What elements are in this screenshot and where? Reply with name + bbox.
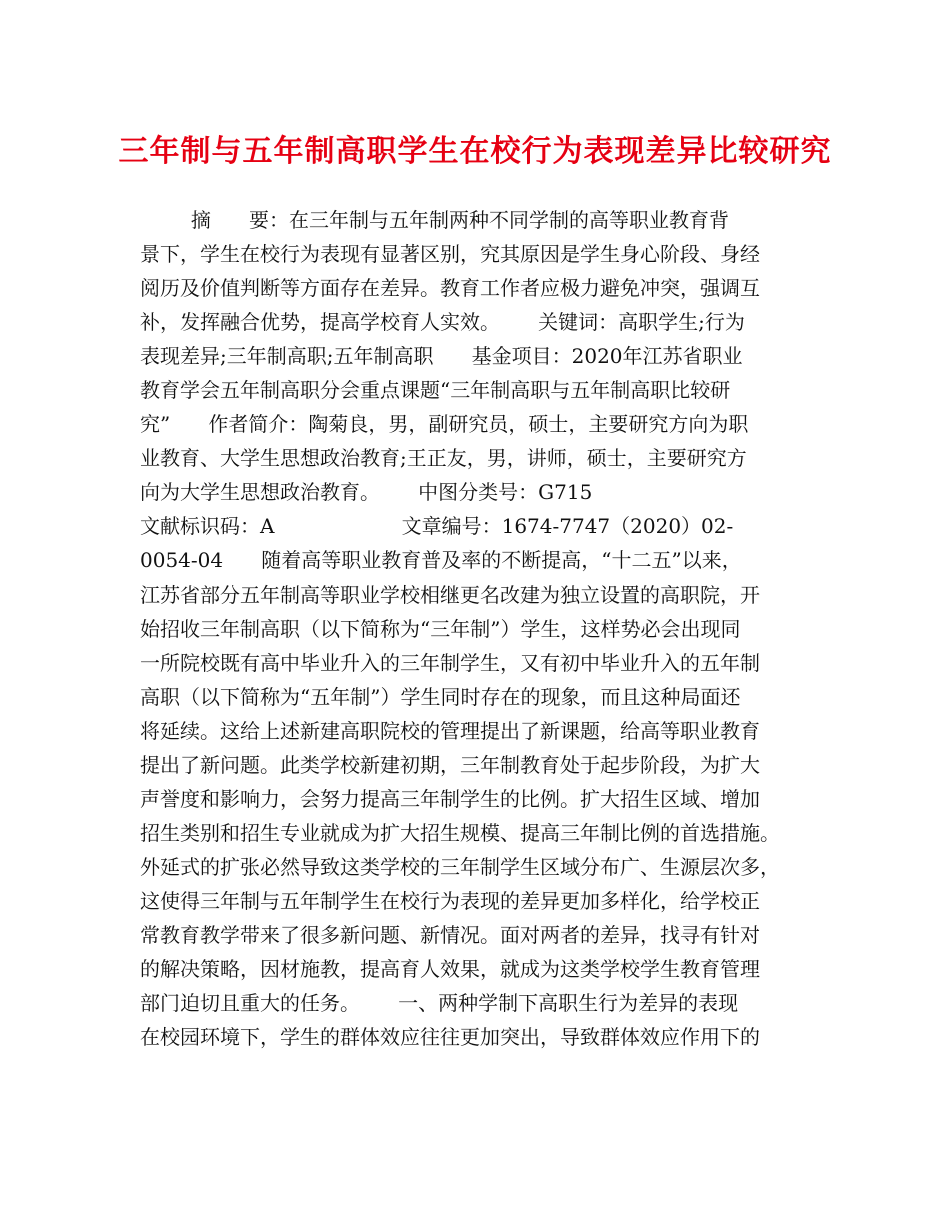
body-text-line: 一所院校既有高中毕业升入的三年制学生，又有初中毕业升入的五年制	[140, 651, 760, 675]
body-text-line: 表现差异;三年制高职;五年制高职 基金项目：2020年江苏省职业	[140, 344, 743, 368]
body-text-line: 将延续。这给上述新建高职院校的管理提出了新课题，给高等职业教育	[140, 719, 760, 743]
body-text-line: 部门迫切且重大的任务。 一、两种学制下高职生行为差异的表现	[140, 991, 739, 1015]
body-text-line: 外延式的扩张必然导致这类学校的三年制学生区域分布广、生源层次多，	[140, 855, 780, 879]
body-text-line: 江苏省部分五年制高等职业学校相继更名改建为独立设置的高职院，开	[140, 583, 760, 607]
body-text-line: 声誉度和影响力，会努力提高三年制学生的比例。扩大招生区域、增加	[140, 787, 760, 811]
body-text-line: 高职（以下简称为“五年制”）学生同时存在的现象，而且这种局面还	[140, 685, 741, 709]
body-text-line: 文献标识码：A 文章编号：1674-7747（2020）02-	[140, 514, 734, 538]
body-text-line: 摘 要：在三年制与五年制两种不同学制的高等职业教育背	[140, 208, 730, 232]
body-text-line: 招生类别和招生专业就成为扩大招生规模、提高三年制比例的首选措施。	[140, 821, 780, 845]
body-text-line: 教育学会五年制高职分会重点课题“三年制高职与五年制高职比较研	[140, 378, 731, 402]
body-text-line: 阅历及价值判断等方面存在差异。教育工作者应极力避免冲突，强调互	[140, 276, 760, 300]
body-text-line: 在校园环境下，学生的群体效应往往更加突出，导致群体效应作用下的	[140, 1025, 760, 1049]
body-text-line: 0054-04 随着高等职业教育普及率的不断提高，“十二五”以来，	[140, 548, 742, 572]
body-text-line: 的解决策略，因材施教，提高育人效果，就成为这类学校学生教育管理	[140, 957, 760, 981]
body-text-line: 提出了新问题。此类学校新建初期，三年制教育处于起步阶段，为扩大	[140, 753, 760, 777]
body-text-line: 向为大学生思想政治教育。 中图分类号：G715	[140, 480, 593, 504]
body-text-line: 业教育、大学生思想政治教育;王正友，男，讲师，硕士，主要研究方	[140, 446, 747, 470]
document-title: 三年制与五年制高职学生在校行为表现差异比较研究	[118, 134, 832, 169]
body-text-line: 这使得三年制与五年制学生在校行为表现的差异更加多样化，给学校正	[140, 889, 760, 913]
body-text-line: 始招收三年制高职（以下简称为“三年制”）学生，这样势必会出现同	[140, 617, 741, 641]
body-text-line: 究” 作者简介：陶菊良，男，副研究员，硕士，主要研究方向为职	[140, 412, 749, 436]
body-text-line: 补，发挥融合优势，提高学校育人实效。 关键词：高职学生;行为	[140, 310, 745, 334]
body-text-line: 常教育教学带来了很多新问题、新情况。面对两者的差异，找寻有针对	[140, 923, 760, 947]
body-text-line: 景下，学生在校行为表现有显著区别，究其原因是学生身心阶段、身经	[140, 242, 760, 266]
